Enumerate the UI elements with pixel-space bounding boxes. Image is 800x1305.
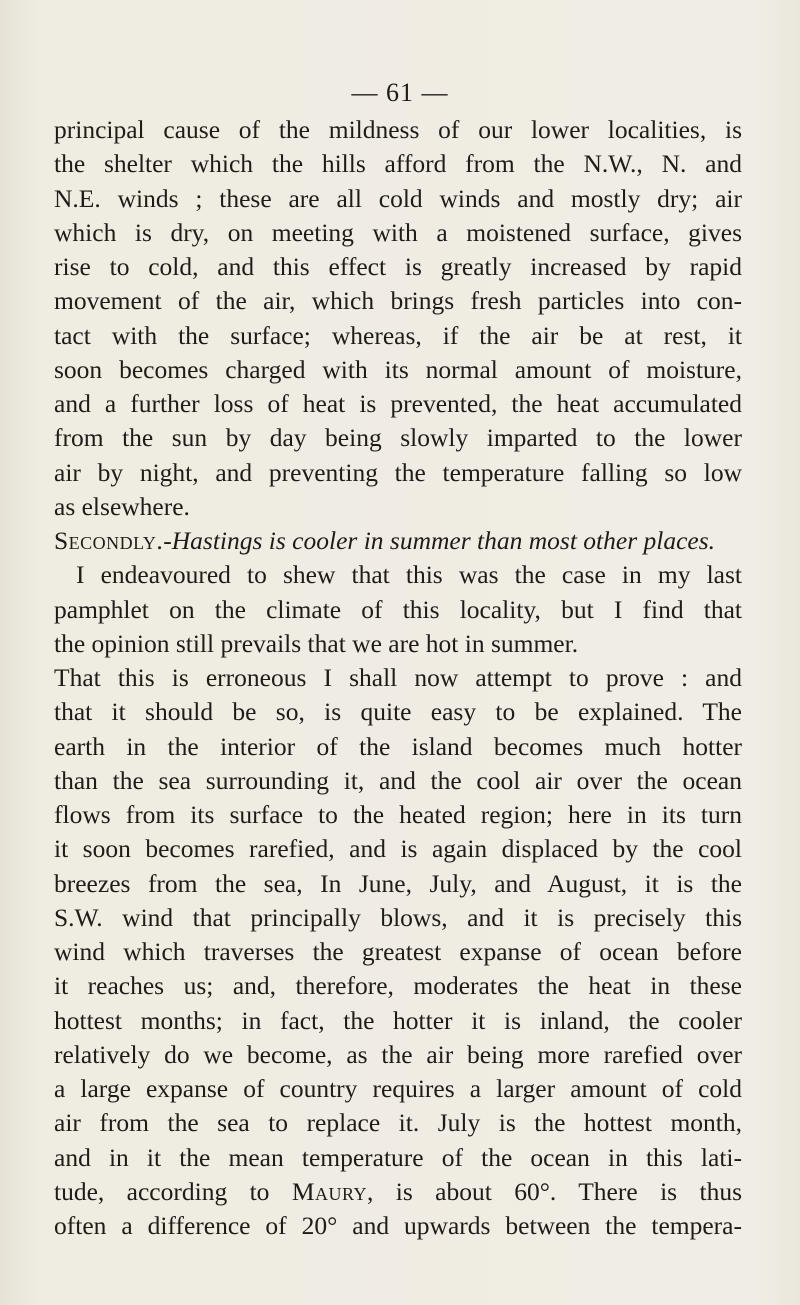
text-line: it reaches us; and, therefore, moderates the heat in these (54, 971, 742, 1001)
text-line: wind which traverses the greatest expanse of ocean before (54, 937, 742, 966)
text-line: and a further loss of heat is prevented, the heat accumulated (54, 389, 742, 418)
text-line: principal cause of the mildness of our lower localities, is (54, 115, 742, 144)
text-line: relatively do we become, as the air being more rarefied over (54, 1039, 742, 1069)
text-line: than the sea surrounding it, and the cool air over the ocean (54, 765, 742, 795)
text-line: that it should be so, is quite easy to be explained. The (54, 697, 742, 727)
maury-before: tude, according to (54, 1176, 292, 1206)
text-line: the shelter which the hills afford from the N.W., N. and (54, 149, 742, 179)
text-line: rise to cold, and this effect is greatly increased by rapid (54, 252, 742, 281)
text-line: tact with the surface; whereas, if the air be at rest, it (54, 320, 742, 350)
heading-label: Secondly. (54, 526, 164, 555)
text-line: it soon becomes rarefied, and is again displaced by the cool (54, 834, 742, 864)
text-line: from the sun by day being slowly imparted to the lower (54, 423, 742, 453)
text-line: often a difference of 20° and upwards between the tempera- (54, 1211, 742, 1240)
heading-text: -Hastings is cooler in summer than most other places. (163, 526, 716, 555)
text-line: soon becomes charged with its normal amount of moisture, (54, 354, 742, 384)
text-line: breezes from the sea, In June, July, and August, it is the (54, 868, 742, 898)
text-line: pamphlet on the climate of this locality, but I find that (54, 594, 742, 624)
text-line: a large expanse of country requires a larger amount of cold (54, 1074, 742, 1103)
text-line: as elsewhere. (54, 491, 190, 521)
author-name-maury: Maury (291, 1176, 368, 1206)
text-line: flows from its surface to the heated region; here in its turn (54, 800, 742, 829)
text-line: and in it the mean temperature of the ocean in this lati- (54, 1142, 742, 1172)
text-line: which is dry, on meeting with a moistened surface, gives (54, 217, 742, 247)
text-line: N.E. winds ; these are all cold winds and mostly dry; air (54, 183, 742, 213)
text-line (54, 1175, 742, 1209)
text-line: movement of the air, which brings fresh particles into con- (54, 286, 742, 316)
text-line: the opinion still prevails that we are hot in summer. (54, 628, 579, 658)
maury-after: , is about 60°. There is thus (367, 1176, 742, 1206)
text-line: air by night, and preventing the temperature falling so low (54, 457, 742, 487)
section-heading (54, 524, 742, 558)
text-line: earth in the interior of the island becomes much hotter (54, 731, 742, 761)
text-line: S.W. wind that principally blows, and it is precisely this (54, 902, 742, 932)
text-line: air from the sea to replace it. July is the hottest month, (54, 1108, 742, 1138)
text-line: hottest months; in fact, the hotter it is inland, the cooler (54, 1005, 742, 1035)
text-line: That this is erroneous I shall now attempt to prove : and (54, 663, 742, 692)
page-number: — 61 — (351, 78, 449, 107)
body-text (54, 113, 742, 1243)
text-line: I endeavoured to shew that this was the case in my last (76, 560, 742, 590)
